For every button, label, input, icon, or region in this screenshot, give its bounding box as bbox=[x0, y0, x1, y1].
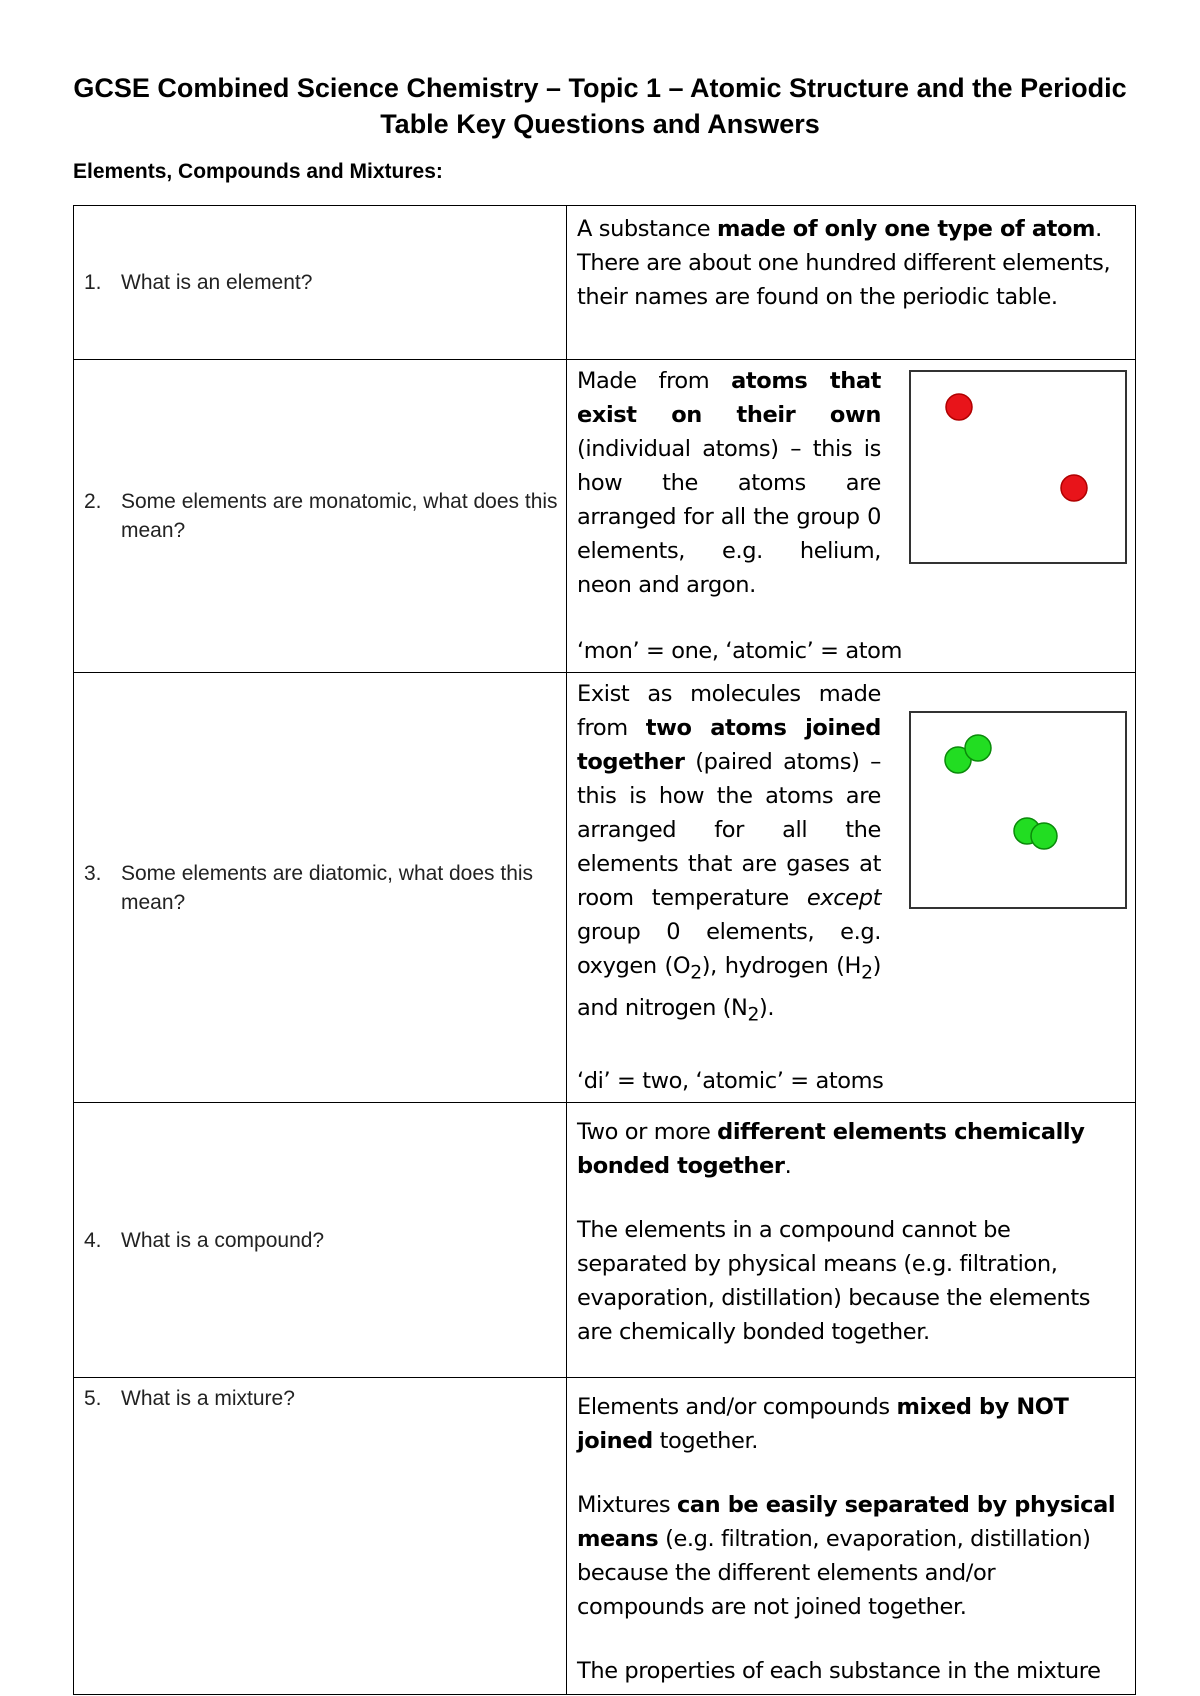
answer-text: group 0 elements, e.g. oxygen (O bbox=[577, 919, 881, 979]
answer-text: . There are about one hundred different elements, their names are found on the periodic table. bbox=[577, 216, 1111, 310]
monatomic-diagram bbox=[909, 370, 1127, 564]
table-row bbox=[74, 1378, 1136, 1695]
answer-key-phrase: different elements chemically bonded together bbox=[577, 1119, 1085, 1179]
table-row bbox=[74, 360, 1136, 673]
atom bbox=[965, 735, 991, 761]
answer-key-phrase: two atoms joined together bbox=[577, 715, 881, 775]
answer-text: A substance bbox=[577, 216, 717, 242]
answer-text: Exist as molecules made from bbox=[577, 681, 881, 741]
answer-text: Elements and/or compounds bbox=[577, 1394, 897, 1420]
answer-text: ), hydrogen (H bbox=[701, 953, 862, 979]
answer-paragraph bbox=[577, 364, 881, 602]
question-text: Some elements are diatomic, what does this mean? bbox=[121, 861, 534, 914]
answer-paragraph: The elements in a compound cannot be separated by physical means (e.g. filtration, evaporation, distillation) because the elements are chemically bonded together. bbox=[577, 1217, 1091, 1345]
question-number: 5. bbox=[84, 1387, 102, 1410]
atom bbox=[1061, 475, 1087, 501]
question-number: 4. bbox=[84, 1228, 102, 1252]
answer-text: Mixtures bbox=[577, 1492, 677, 1518]
table-row bbox=[74, 673, 1136, 1103]
question-cell bbox=[74, 360, 567, 673]
answer-cell bbox=[567, 673, 1136, 1103]
answer-text: (e.g. filtration, evaporation, distillation) because the different elements and/or compounds are not joined together. bbox=[577, 1526, 1091, 1620]
table-row bbox=[74, 206, 1136, 360]
answer-text: . bbox=[784, 1153, 792, 1179]
answer-paragraph bbox=[577, 1488, 1127, 1624]
subscript: 2 bbox=[861, 962, 873, 984]
page-title: GCSE Combined Science Chemistry – Topic 1 – Atomic Structure and the Periodic Table Key Questions and Answers bbox=[73, 73, 1127, 139]
answer-emphasis: except bbox=[806, 885, 881, 911]
answer-note: ‘mon’ = one, ‘atomic’ = atom bbox=[577, 638, 903, 664]
question-text: What is an element? bbox=[121, 271, 313, 294]
question-cell bbox=[74, 1103, 567, 1378]
question-number: 1. bbox=[84, 271, 102, 294]
table-row bbox=[74, 1103, 1136, 1378]
answer-note: ‘di’ = two, ‘atomic’ = atoms bbox=[577, 1068, 884, 1094]
qa-table bbox=[73, 205, 1136, 1695]
question-text: Some elements are monatomic, what does this mean? bbox=[121, 490, 558, 542]
answer-key-phrase: mixed by NOT joined bbox=[577, 1394, 1069, 1454]
question-number: 2. bbox=[84, 490, 102, 513]
section-heading: Elements, Compounds and Mixtures: bbox=[73, 160, 443, 183]
subscript: 2 bbox=[690, 962, 702, 984]
answer-paragraph bbox=[577, 1390, 1127, 1458]
diatomic-diagram bbox=[909, 711, 1127, 909]
answer-text: ) and nitrogen (N bbox=[577, 953, 881, 1021]
question-text: What is a compound? bbox=[121, 1228, 325, 1252]
answer-cell bbox=[567, 206, 1136, 360]
answer-cell bbox=[567, 360, 1136, 673]
answer-key-phrase: made of only one type of atom bbox=[716, 216, 1096, 242]
answer-key-phrase: atoms that exist on their own bbox=[577, 368, 881, 428]
answer-text: (individual atoms) – this is how the atoms are arranged for all the group 0 elements, e.g. helium, neon and argon. bbox=[577, 436, 881, 598]
answer-text: Made from bbox=[577, 368, 732, 394]
answer-text: (paired atoms) – this is how the atoms are arranged for all the elements that are gases at room temperature bbox=[577, 749, 881, 911]
answer-paragraph bbox=[577, 1115, 1127, 1183]
question-cell bbox=[74, 1378, 567, 1695]
answer-text: together. bbox=[652, 1428, 759, 1454]
answer-paragraph: The properties of each substance in the mixture bbox=[577, 1658, 1101, 1684]
answer-cell bbox=[567, 1378, 1136, 1695]
atom bbox=[946, 394, 972, 420]
answer-key-phrase: can be easily separated by physical means bbox=[577, 1492, 1116, 1552]
question-text: What is a mixture? bbox=[121, 1387, 295, 1410]
subscript: 2 bbox=[747, 1004, 760, 1025]
question-number: 3. bbox=[84, 861, 102, 885]
answer-cell bbox=[567, 1103, 1136, 1378]
answer-text: Two or more bbox=[577, 1119, 718, 1145]
atom bbox=[1031, 823, 1057, 849]
answer-text: ). bbox=[759, 994, 775, 1021]
answer-paragraph bbox=[577, 677, 881, 1032]
question-cell bbox=[74, 206, 567, 360]
question-cell bbox=[74, 673, 567, 1103]
